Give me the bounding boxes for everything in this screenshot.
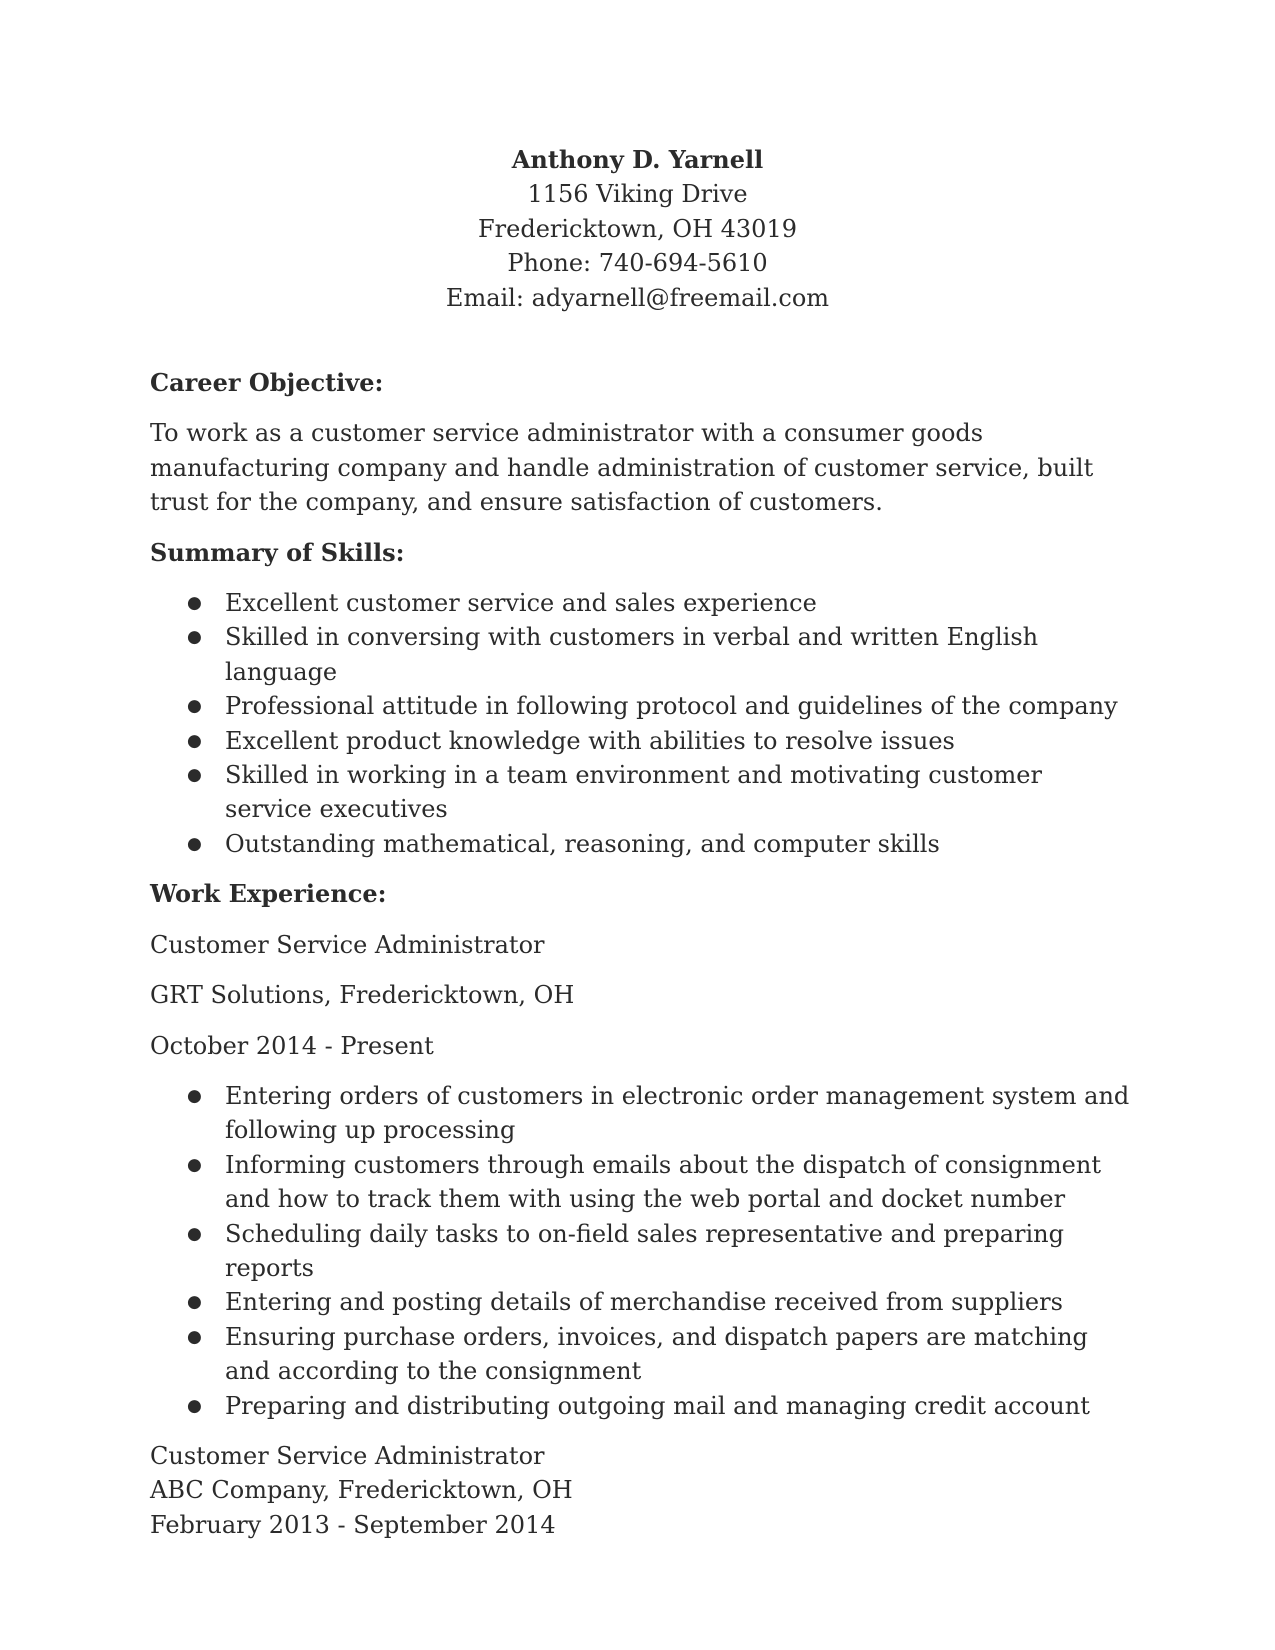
job-dates: October 2014 - Present xyxy=(150,1031,434,1060)
job-duty-item: ● Entering orders of customers in electronic order management system and following up processing xyxy=(150,1079,1135,1148)
skills-heading: Summary of Skills: xyxy=(150,537,405,567)
job-title: Customer Service Administrator xyxy=(150,930,545,959)
job-company: GRT Solutions, Fredericktown, OH xyxy=(150,981,575,1010)
phone-number: Phone: 740-694-5610 xyxy=(507,249,768,278)
work-experience-heading: Work Experience: xyxy=(150,879,387,909)
email-address: Email: adyarnell@freemail.com xyxy=(445,283,830,312)
job-duty-item: ● Ensuring purchase orders, invoices, and dispatch papers are matching and according to the consignment xyxy=(150,1320,1135,1389)
job-duties-list xyxy=(150,1079,1135,1423)
career-objective-text: To work as a customer service administrator with a consumer goods manufacturing company and handle administration of customer service, built trust for the company, and ensure satisfaction of customers. xyxy=(150,419,1094,517)
address-line-2: Fredericktown, OH 43019 xyxy=(478,214,797,243)
applicant-name: Anthony D. Yarnell xyxy=(511,145,764,174)
skill-item: ● Skilled in conversing with customers in verbal and written English language xyxy=(150,620,1135,689)
job-company: ABC Company, Fredericktown, OH xyxy=(150,1476,573,1505)
job-duty-item: ● Informing customers through emails about the dispatch of consignment and how to track them with using the web portal and docket number xyxy=(150,1148,1135,1217)
contact-header xyxy=(0,143,1275,315)
job-title: Customer Service Administrator xyxy=(150,1441,545,1470)
job-duty-item: ● Preparing and distributing outgoing mail and managing credit account xyxy=(150,1389,1135,1423)
skill-item: ● Outstanding mathematical, reasoning, and computer skills xyxy=(150,827,1135,861)
job-duty-item: ● Scheduling daily tasks to on-field sales representative and preparing reports xyxy=(150,1217,1135,1286)
skill-item: ● Professional attitude in following protocol and guidelines of the company xyxy=(150,689,1135,723)
resume-body xyxy=(150,366,1135,1542)
address-line-1: 1156 Viking Drive xyxy=(527,180,748,209)
job-dates: February 2013 - September 2014 xyxy=(150,1510,556,1539)
career-objective-heading: Career Objective: xyxy=(150,368,384,397)
skill-item: ● Excellent product knowledge with abilities to resolve issues xyxy=(150,724,1135,758)
skill-item: ● Excellent customer service and sales experience xyxy=(150,586,1135,620)
skills-list xyxy=(150,586,1135,861)
skill-item: ● Skilled in working in a team environment and motivating customer service executives xyxy=(150,758,1135,827)
job-duty-item: ● Entering and posting details of merchandise received from suppliers xyxy=(150,1285,1135,1319)
